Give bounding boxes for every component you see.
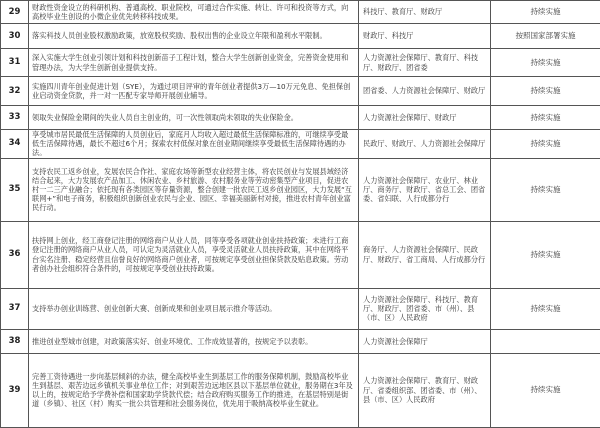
table-row [1, 24, 600, 49]
policy-content: 扶持网上创业，经工商登记注册的网络商户从业人员，同等享受各项就业创业扶持政策；未进行工商登记注册的网络商户从业人员，可认定为灵活就业人员，享受灵活就业人员扶持政策，其中在网络平台实名注册、稳定经营且信誉良好的网络商户创业者，可按规定享受创业担保贷款及贴息政策。劳动者创办社会组织符合条件的，可按规定享受创业扶持政策。 [29, 221, 359, 288]
table-row [1, 1, 600, 24]
row-number: 30 [1, 24, 29, 49]
row-number: 32 [1, 77, 29, 106]
row-number: 35 [1, 158, 29, 221]
implementation-note: 持续实施 [491, 288, 600, 329]
responsible-departments: 商务厅、人力资源社会保障厅、民政厅、财政厅、省工商局、人行成都分行 [359, 221, 491, 288]
policy-content: 完善工资待遇进一步向基层倾斜的办法，健全高校毕业生到基层工作的服务保障机制，鼓励高校毕业生到基层、艰苦边远乡镇机关事业单位工作；对到艰苦边远地区县以下基层单位就业，服务期在3年及以上的，按规定给予学费补偿和国家助学贷款代偿；结合政府购买服务工作的推进，在基层特别是街道（乡镇）、社区（村）购买一批公共管理和社会服务岗位，优先用于吸纳高校毕业生就业。 [29, 353, 359, 427]
responsible-departments: 财政厅、科技厅 [359, 24, 491, 49]
responsible-departments: 科技厅、教育厅、财政厅 [359, 1, 491, 24]
table-row [1, 130, 600, 159]
responsible-departments: 人力资源社会保障厅、科技厅、教育厅、财政厅、团省委、市（州）、县（市、区）人民政府 [359, 288, 491, 329]
implementation-note: 持续实施 [491, 158, 600, 221]
policy-content: 深入实施大学生创业引领计划和科技创新苗子工程计划，整合大学生创新创业资金，完善资金使用和管理办法，为大学生创新创业提供支持。 [29, 49, 359, 77]
row-number: 38 [1, 329, 29, 353]
responsible-departments: 民政厅、财政厅、人力资源社会保障厅 [359, 130, 491, 159]
implementation-note [491, 329, 600, 353]
implementation-note: 持续实施 [491, 49, 600, 77]
policy-content: 支持农民工返乡创业，发展农民合作社、家庭农场等新型农业经营主体，将农民创业与发展县域经济结合起来，大力发展农产品加工、休闲农业、乡村旅游、农村服务业等劳动密集型产业项目，促进农村一二三产业融合；依托现有各类园区等存量资源，整合创建一批农民工返乡创业园区，大力发展“互联网+”和电子商务，积极组织创新创业农民与企业、园区、幸福美丽新村对接，推进农村青年创业富民行动。 [29, 158, 359, 221]
table-row [1, 106, 600, 130]
policy-content: 享受城市居民最低生活保障的人员创业后，家庭月人均收入超过最低生活保障标准的，可继续享受最低生活保障待遇，最长不超过6个月；探索农村低保对象在创业期间继续享受最低生活保障待遇的办法。 [29, 130, 359, 159]
row-number: 33 [1, 106, 29, 130]
table-row [1, 353, 600, 427]
policy-content: 落实科技人员创业股权激励政策，放宽股权奖励、股权出售的企业设立年限和盈利水平限制。 [29, 24, 359, 49]
table-row [1, 77, 600, 106]
implementation-note: 持续实施 [491, 221, 600, 288]
responsible-departments: 团省委、人力资源社会保障厅、财政厅 [359, 77, 491, 106]
row-number: 37 [1, 288, 29, 329]
row-number: 39 [1, 353, 29, 427]
row-number: 34 [1, 130, 29, 159]
responsible-departments: 人力资源社会保障厅 [359, 329, 491, 353]
policy-content: 实施四川青年创业促进计划（SYE），为通过项目评审的青年创业者提供3万—10万元免息、免担保创业启动资金贷款，并一对一匹配专家导师开展创业辅导。 [29, 77, 359, 106]
policy-content: 领取失业保险金期间的失业人员自主创业的，可一次性领取尚未领取的失业保险金。 [29, 106, 359, 130]
table-row [1, 158, 600, 221]
responsible-departments: 人力资源社会保障厅、农业厅、林业厅、商务厅、财政厅、省总工会、团省委、省妇联、人行成都分行 [359, 158, 491, 221]
implementation-note: 按照国家部署实施 [491, 24, 600, 49]
table-row [1, 49, 600, 77]
policy-content: 支持举办创业训练营、创业创新大赛、创新成果和创业项目展示推介等活动。 [29, 288, 359, 329]
table-row [1, 329, 600, 353]
implementation-note: 持续实施 [491, 353, 600, 427]
row-number: 29 [1, 1, 29, 24]
responsible-departments: 人力资源社会保障厅、教育厅、科技厅、财政厅、团省委 [359, 49, 491, 77]
implementation-note: 持续实施 [491, 130, 600, 159]
table-row [1, 288, 600, 329]
responsible-departments: 人力资源社会保障厅、教育厅、财政厅、省委组织部、团省委、市（州）、县（市、区）人民政府 [359, 353, 491, 427]
row-number: 31 [1, 49, 29, 77]
row-number: 36 [1, 221, 29, 288]
implementation-note: 持续实施 [491, 77, 600, 106]
implementation-note: 持续实施 [491, 106, 600, 130]
implementation-note: 持续实施 [491, 1, 600, 24]
policy-content: 财政性资金设立的科研机构、普通高校、职业院校，可通过合作实施、转让、许可和投资等方式，向高校毕业生创设的小微企业优先转移科技成果。 [29, 1, 359, 24]
policy-content: 推进创业型城市创建，对政策落实好、创业环境优、工作成效显著的，按规定予以表彰。 [29, 329, 359, 353]
responsible-departments: 人力资源社会保障厅、财政厅 [359, 106, 491, 130]
table-row [1, 221, 600, 288]
